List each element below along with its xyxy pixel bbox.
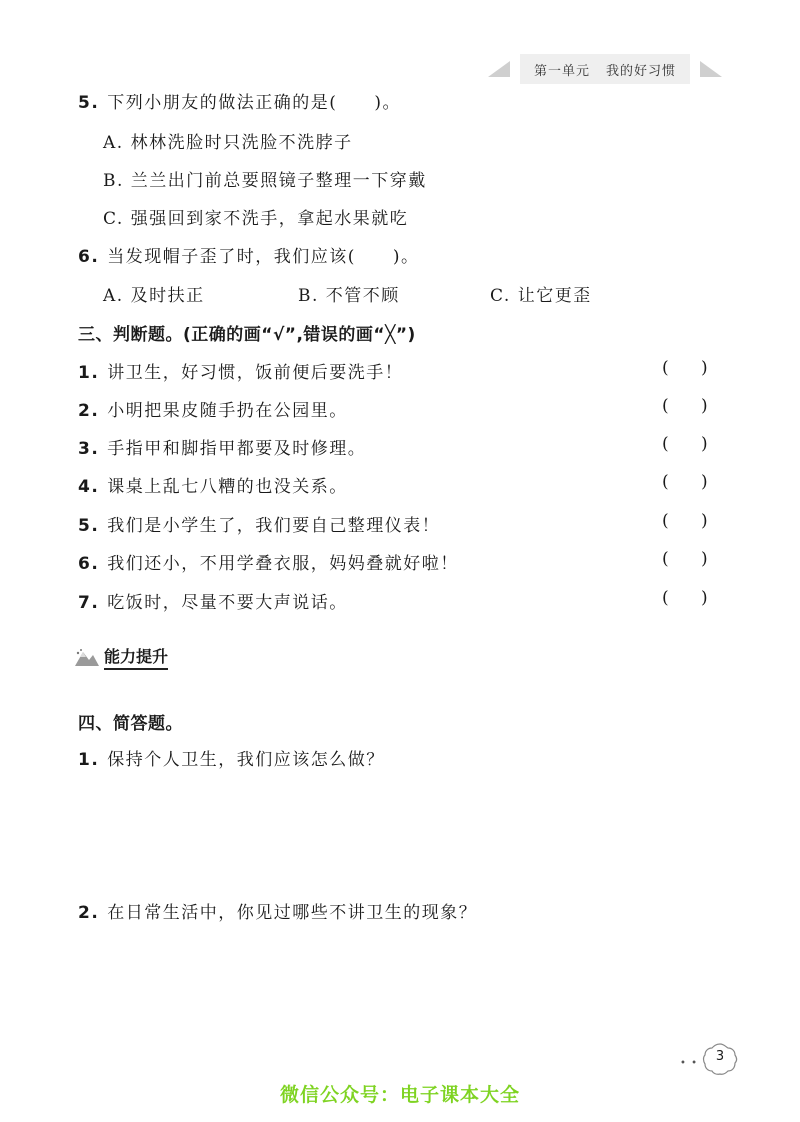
- answer-blank[interactable]: ( ): [662, 511, 708, 531]
- item-number: 1.: [78, 750, 100, 770]
- option-a: A. 林林洗脸时只洗脸不洗脖子: [103, 133, 353, 153]
- answer-blank[interactable]: ( ): [662, 358, 708, 378]
- option-c: C. 让它更歪: [490, 286, 592, 306]
- page-number: 3: [715, 1049, 725, 1064]
- ability-label: 能力提升: [104, 644, 168, 670]
- judge-item-3: [78, 434, 366, 459]
- answer-blank[interactable]: ( ): [662, 472, 708, 492]
- item-text: 讲卫生，好习惯，饭前便后要洗手！: [107, 363, 404, 383]
- item-text: 吃饭时，尽量不要大声说话。: [107, 593, 348, 613]
- option-c: C. 强强回到家不洗手，拿起水果就吃: [103, 209, 409, 229]
- ability-banner: [74, 644, 168, 670]
- judge-item-1: [78, 358, 403, 383]
- question-stem: 下列小朋友的做法正确的是( )。: [107, 93, 402, 113]
- option-b: B. 不管不顾: [298, 286, 400, 306]
- section-3-title: 三、判断题。(正确的画“√”,错误的画“╳”): [78, 325, 416, 345]
- item-text: 手指甲和脚指甲都要及时修理。: [107, 439, 367, 459]
- short-answer-1: [78, 745, 385, 770]
- answer-blank[interactable]: ( ): [662, 396, 708, 416]
- judge-item-4: [78, 472, 348, 497]
- answer-blank[interactable]: ( ): [662, 549, 708, 569]
- item-number: 3.: [78, 439, 100, 459]
- item-number: 5.: [78, 516, 100, 536]
- item-number: 2.: [78, 401, 100, 421]
- footer-watermark: 微信公众号：电子课本大全: [279, 1084, 520, 1106]
- question-5: [78, 88, 401, 113]
- header-title: 我的好习惯: [605, 63, 676, 79]
- item-number: 2.: [78, 903, 100, 923]
- item-text: 我们是小学生了，我们要自己整理仪表！: [107, 516, 441, 536]
- item-text: 保持个人卫生，我们应该怎么做？: [107, 750, 385, 770]
- page-header: [488, 52, 722, 86]
- option-a: A. 及时扶正: [103, 286, 205, 306]
- judge-item-6: [78, 549, 459, 574]
- item-number: 6.: [78, 554, 100, 574]
- answer-blank[interactable]: ( ): [662, 588, 708, 608]
- header-right-triangle: [700, 61, 722, 77]
- option-b: B. 兰兰出门前总要照镜子整理一下穿戴: [103, 171, 427, 191]
- item-number: 4.: [78, 477, 100, 497]
- question-number: 6.: [78, 247, 100, 267]
- item-number: 1.: [78, 363, 100, 383]
- question-stem: 当发现帽子歪了时，我们应该( )。: [107, 247, 420, 267]
- item-text: 在日常生活中，你见过哪些不讲卫生的现象？: [107, 903, 478, 923]
- header-band: [520, 54, 690, 84]
- section-4-title: 四、简答题。: [78, 714, 183, 734]
- judge-item-2: [78, 396, 348, 421]
- item-number: 7.: [78, 593, 100, 613]
- item-text: 我们还小，不用学叠衣服，妈妈叠就好啦！: [107, 554, 459, 574]
- judge-item-7: [78, 588, 348, 613]
- header-unit: 第一单元: [533, 63, 590, 79]
- page-dots: • •: [680, 1058, 698, 1069]
- header-left-triangle: [488, 61, 510, 77]
- question-number: 5.: [78, 93, 100, 113]
- short-answer-2: [78, 898, 477, 923]
- mountain-icon: [74, 647, 100, 667]
- question-6: [78, 242, 420, 267]
- item-text: 课桌上乱七八糟的也没关系。: [107, 477, 348, 497]
- answer-blank[interactable]: ( ): [662, 434, 708, 454]
- item-text: 小明把果皮随手扔在公园里。: [107, 401, 348, 421]
- judge-item-5: [78, 511, 440, 536]
